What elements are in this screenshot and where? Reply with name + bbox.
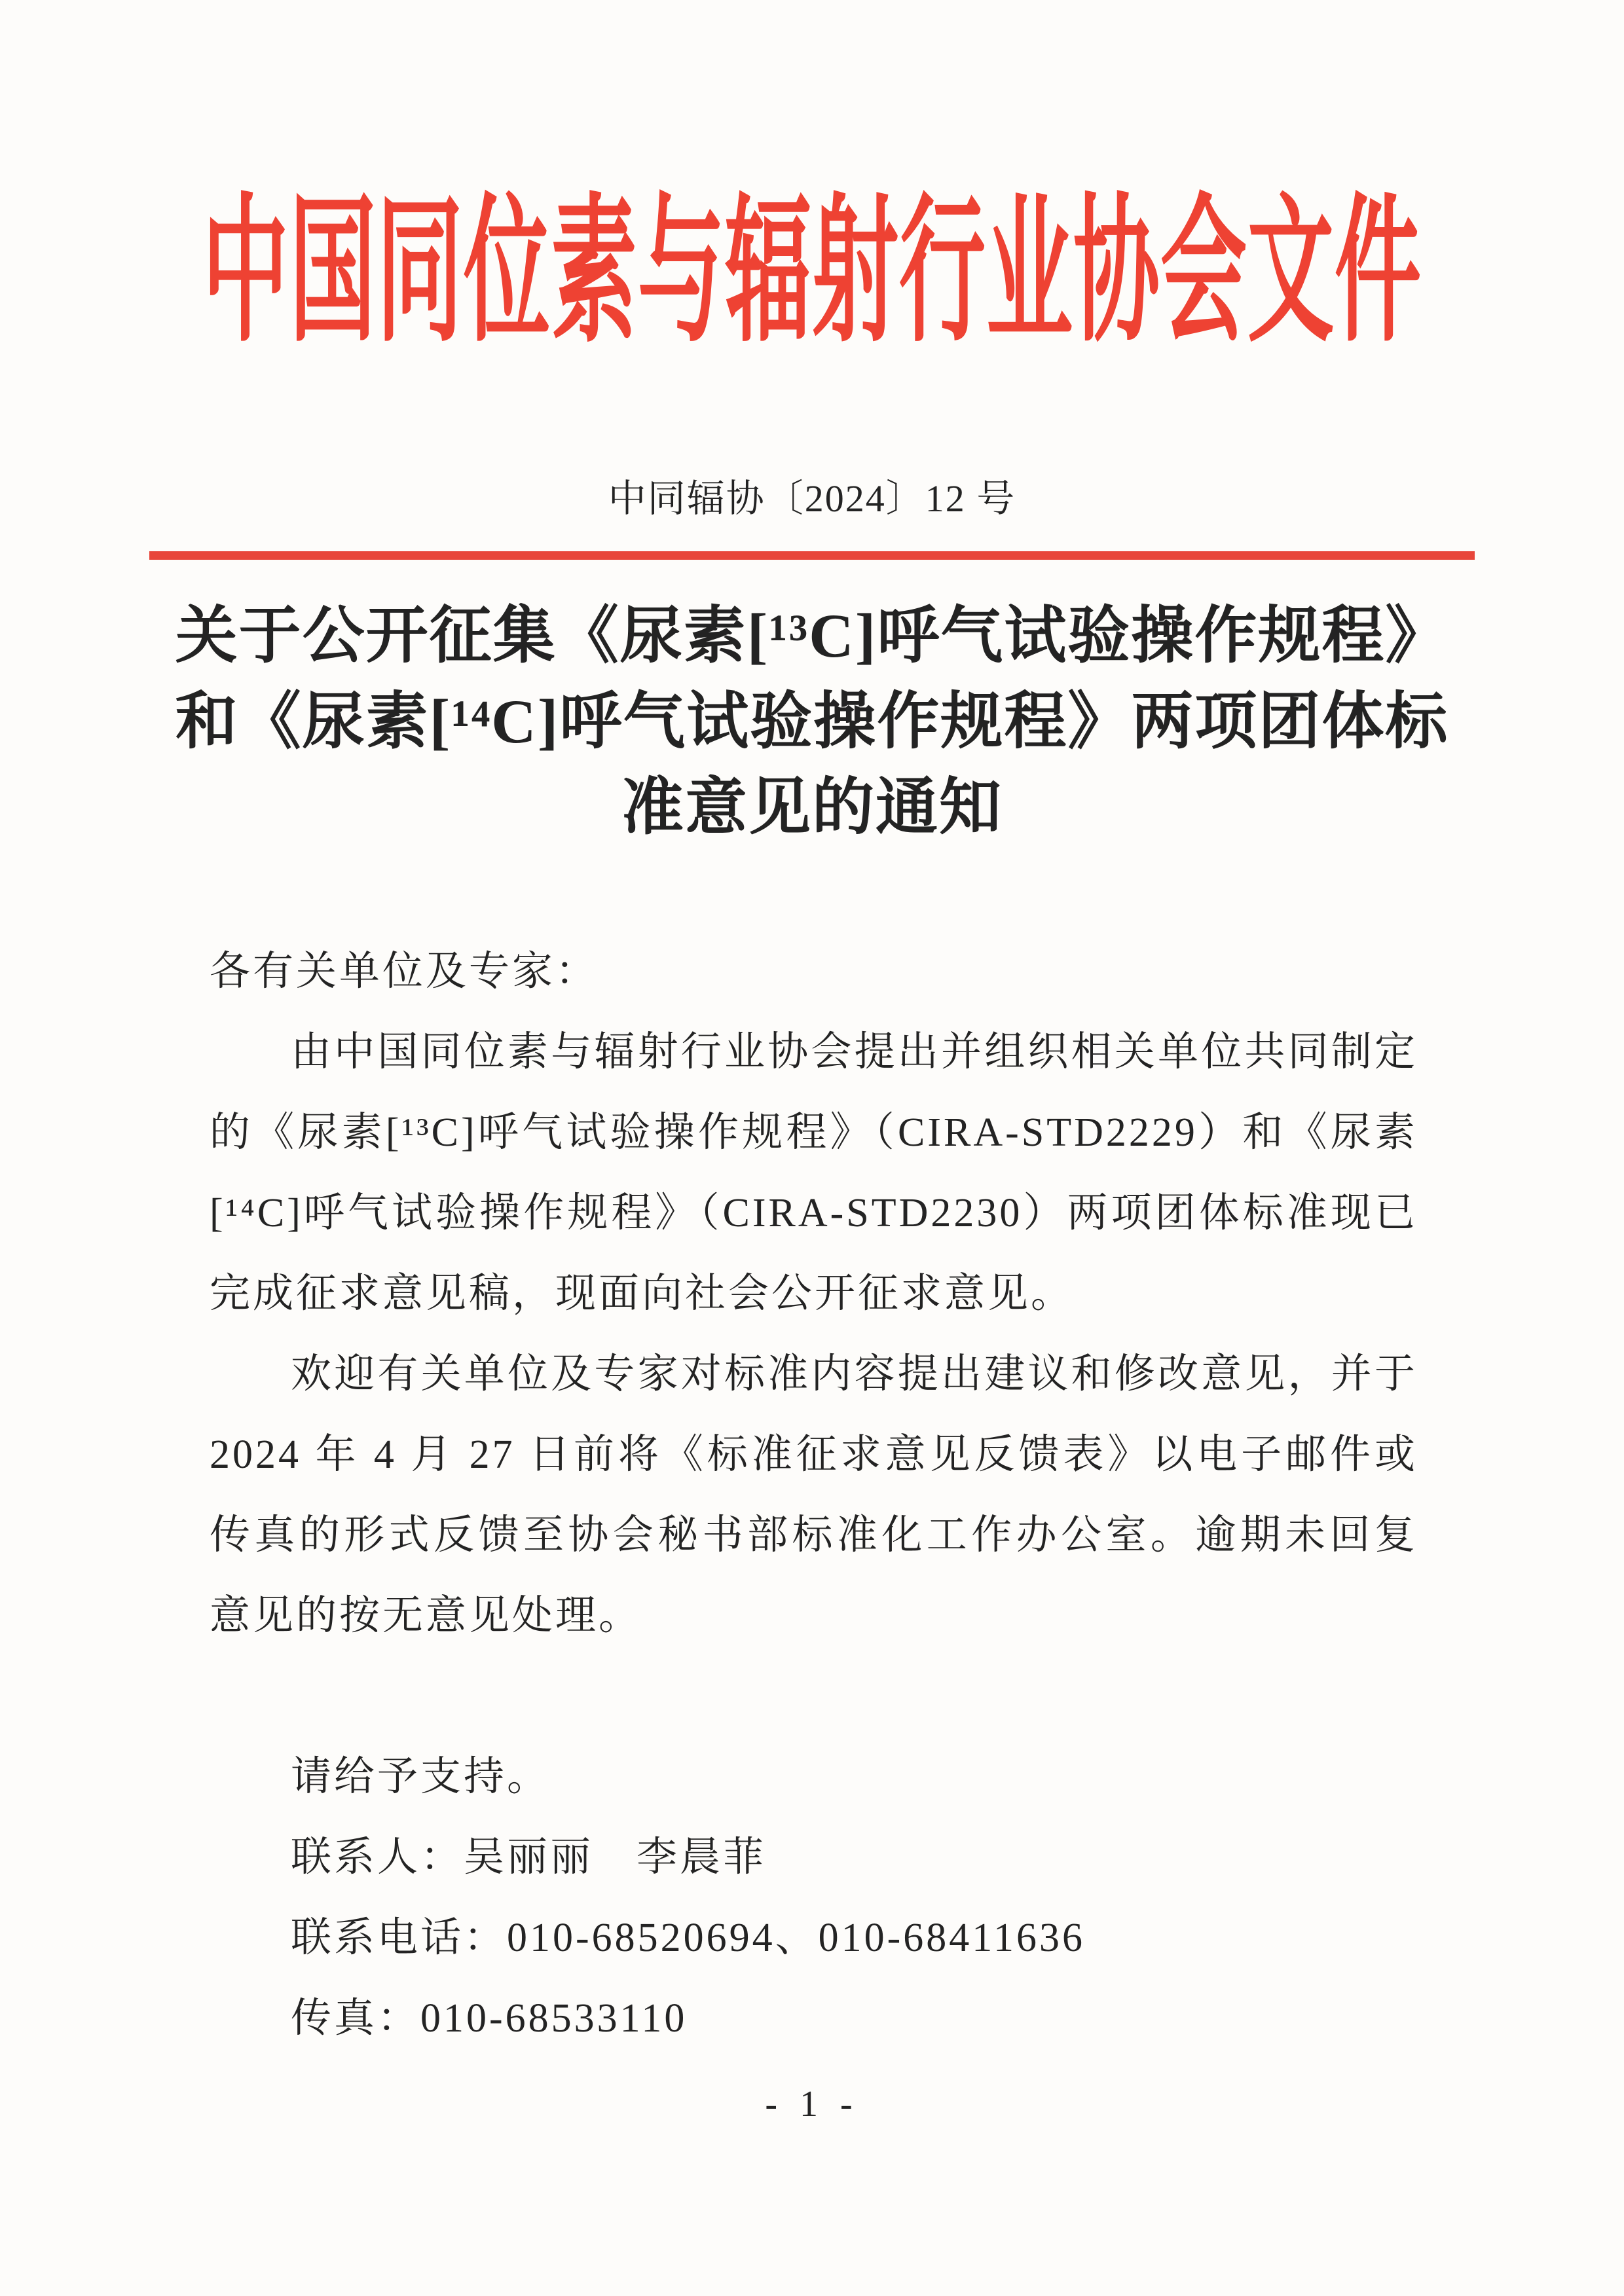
fax-line: 传真：010-68533110	[291, 1996, 688, 2041]
body-paragraph-2: 欢迎有关单位及专家对标准内容提出建议和修改意见，并于 2024 年 4 月 27 日前将《标准征求意见反馈表》以电子邮件或传真的形式反馈至协会秘书部标准化工作办公室。逾期未回复意见的按无意见处理。	[210, 1352, 1418, 1638]
page-number: - 1 -	[765, 2084, 859, 2124]
contact-person-line: 联系人：吴丽丽 李晨菲	[291, 1835, 767, 1880]
notice-title-line-3: 准意见的通知	[621, 773, 1003, 842]
letterhead-title: 中国同位素与辐射行业协会文件	[202, 183, 1422, 361]
doc-number: 中同辐协〔2024〕12 号	[608, 477, 1016, 520]
notice-title	[0, 593, 1624, 850]
contact-phone-line: 联系电话：010-68520694、010-68411636	[291, 1916, 1085, 1960]
body-paragraph-1: 由中国同位素与辐射行业协会提出并组织相关单位共同制定的《尿素[¹³C]呼气试验操作规程》（CIRA-STD2229）和《尿素[¹⁴C]呼气试验操作规程》（CIRA-STD2230）两项团体标准现已完成征求意见稿，现面向社会公开征求意见。	[210, 1030, 1418, 1316]
notice-title-line-1: 关于公开征集《尿素[¹³C]呼气试验操作规程》	[175, 601, 1449, 670]
red-divider-rule	[149, 551, 1475, 560]
closing-support-line: 请给予支持。	[291, 1755, 551, 1799]
salutation: 各有关单位及专家：	[210, 949, 599, 994]
notice-title-line-2: 和《尿素[¹⁴C]呼气试验操作规程》两项团体标	[175, 687, 1449, 756]
document-body	[210, 932, 1418, 2059]
